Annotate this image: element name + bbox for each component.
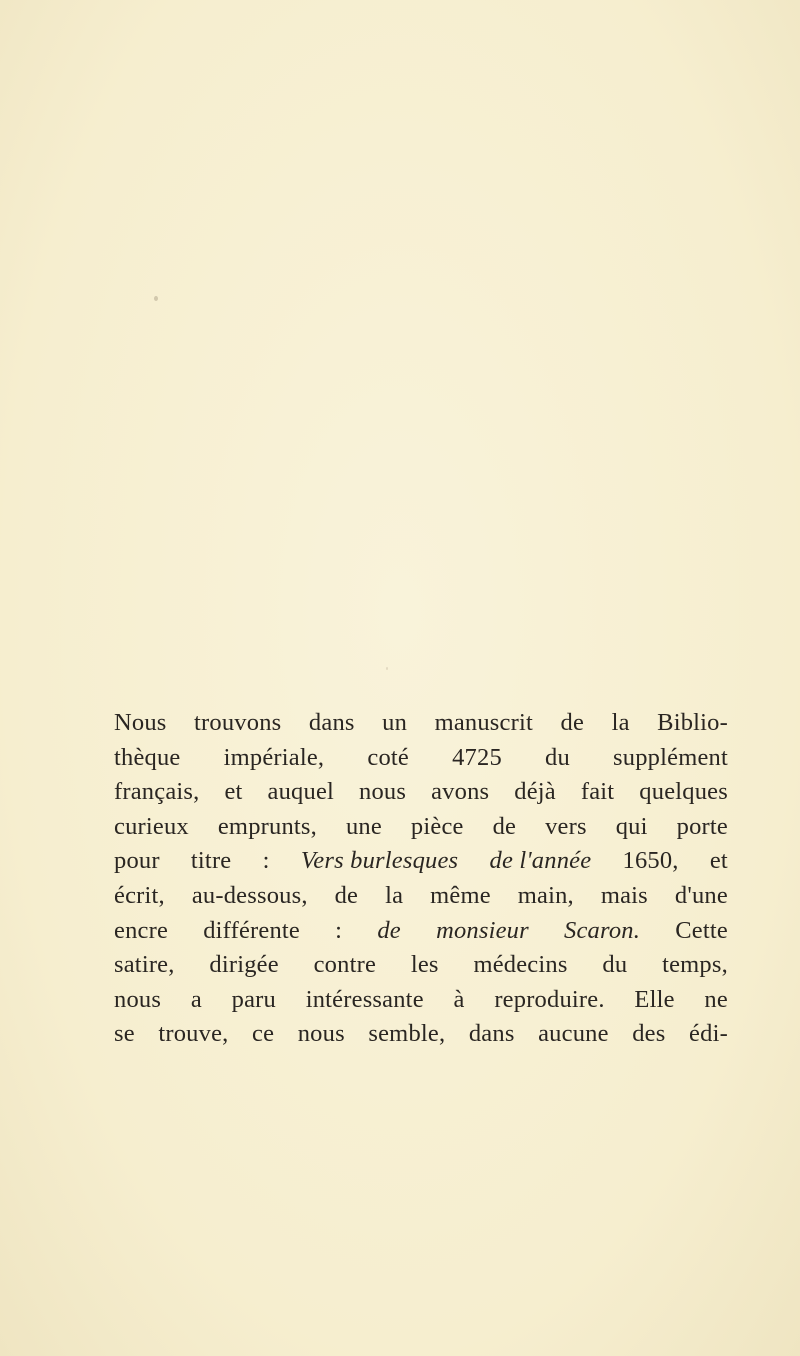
word: titre xyxy=(190,847,232,875)
word: la xyxy=(385,881,404,909)
word: a xyxy=(190,985,202,1013)
word: vers xyxy=(545,812,587,840)
word: médecins xyxy=(473,951,568,979)
word: un xyxy=(382,709,408,736)
word: avons xyxy=(431,778,490,806)
word: fait xyxy=(580,778,615,806)
word: trouve, xyxy=(158,1020,229,1048)
word: emprunts, xyxy=(217,812,317,840)
word: différente xyxy=(203,916,300,944)
word: supplément xyxy=(613,743,728,771)
word: à xyxy=(453,985,465,1013)
word: curieux xyxy=(114,812,189,840)
text-line-7 xyxy=(114,914,728,949)
word: d'une xyxy=(674,881,728,909)
word: pour xyxy=(114,847,160,875)
italic-author-words: Scaron. xyxy=(564,916,641,944)
word: ne xyxy=(704,985,728,1013)
word: temps, xyxy=(662,951,728,979)
word: dirigée xyxy=(209,951,279,979)
year: 1650, xyxy=(622,847,679,875)
word: de xyxy=(492,812,517,840)
word: nous xyxy=(359,778,407,806)
italic-author-words: de xyxy=(377,916,401,944)
text-line-1 xyxy=(114,706,728,741)
word: écrit, xyxy=(114,881,165,909)
word: des xyxy=(632,1020,666,1048)
word: contre xyxy=(313,951,377,979)
italic-title-words: Vers burlesques xyxy=(300,847,459,875)
word: qui xyxy=(615,812,648,840)
paper-speck xyxy=(154,296,158,301)
word: Elle xyxy=(634,985,675,1013)
word: nous xyxy=(114,985,162,1013)
word: porte xyxy=(676,812,728,840)
word: auquel xyxy=(267,778,335,806)
word: intéressante xyxy=(305,985,424,1013)
word: se xyxy=(114,1020,135,1048)
word: impériale, xyxy=(223,743,325,771)
word: même xyxy=(430,881,491,909)
text-line-5 xyxy=(114,844,728,879)
word: ce xyxy=(252,1020,275,1048)
text-line-2 xyxy=(114,741,728,776)
word: de xyxy=(334,881,359,909)
word: déjà xyxy=(514,778,556,806)
word: : xyxy=(262,847,270,875)
word: la xyxy=(611,709,630,736)
word: au-dessous, xyxy=(191,881,308,909)
word: main, xyxy=(517,881,574,909)
text-line-4 xyxy=(114,810,728,845)
word: paru xyxy=(231,985,276,1013)
word: les xyxy=(410,951,439,979)
word: satire, xyxy=(114,951,175,979)
word: semble, xyxy=(368,1020,446,1048)
word: nous xyxy=(297,1020,345,1048)
word: dans xyxy=(308,709,355,736)
word: Nous xyxy=(114,709,167,736)
text-line-8 xyxy=(114,948,728,983)
text-line-3 xyxy=(114,775,728,810)
word: trouvons xyxy=(194,709,282,736)
word: coté xyxy=(367,743,409,771)
word: du xyxy=(602,951,628,979)
word: français, xyxy=(114,778,200,806)
word: et xyxy=(224,778,243,806)
word: 4725 xyxy=(452,743,502,771)
text-line-10 xyxy=(114,1017,728,1052)
word: reproduire. xyxy=(494,985,605,1013)
word: aucune xyxy=(538,1020,609,1048)
word: manuscrit xyxy=(434,709,533,736)
word: du xyxy=(545,743,570,771)
word: et xyxy=(709,847,728,875)
word: Biblio- xyxy=(657,709,728,736)
body-paragraph xyxy=(114,706,728,1052)
word: thèque xyxy=(114,743,181,771)
text-line-6 xyxy=(114,879,728,914)
word: mais xyxy=(600,881,648,909)
word: : xyxy=(335,916,343,944)
word: encre xyxy=(114,916,169,944)
word: une xyxy=(345,812,382,840)
word: édi- xyxy=(689,1020,728,1048)
italic-title-words: de l'année xyxy=(489,847,592,875)
word: quelques xyxy=(639,778,728,806)
word: de xyxy=(560,709,585,736)
italic-author-words: monsieur xyxy=(436,916,529,944)
word: pièce xyxy=(410,812,464,840)
word: Cette xyxy=(675,916,728,944)
text-line-9 xyxy=(114,983,728,1018)
paper-speck xyxy=(386,667,388,670)
word: dans xyxy=(468,1020,515,1048)
